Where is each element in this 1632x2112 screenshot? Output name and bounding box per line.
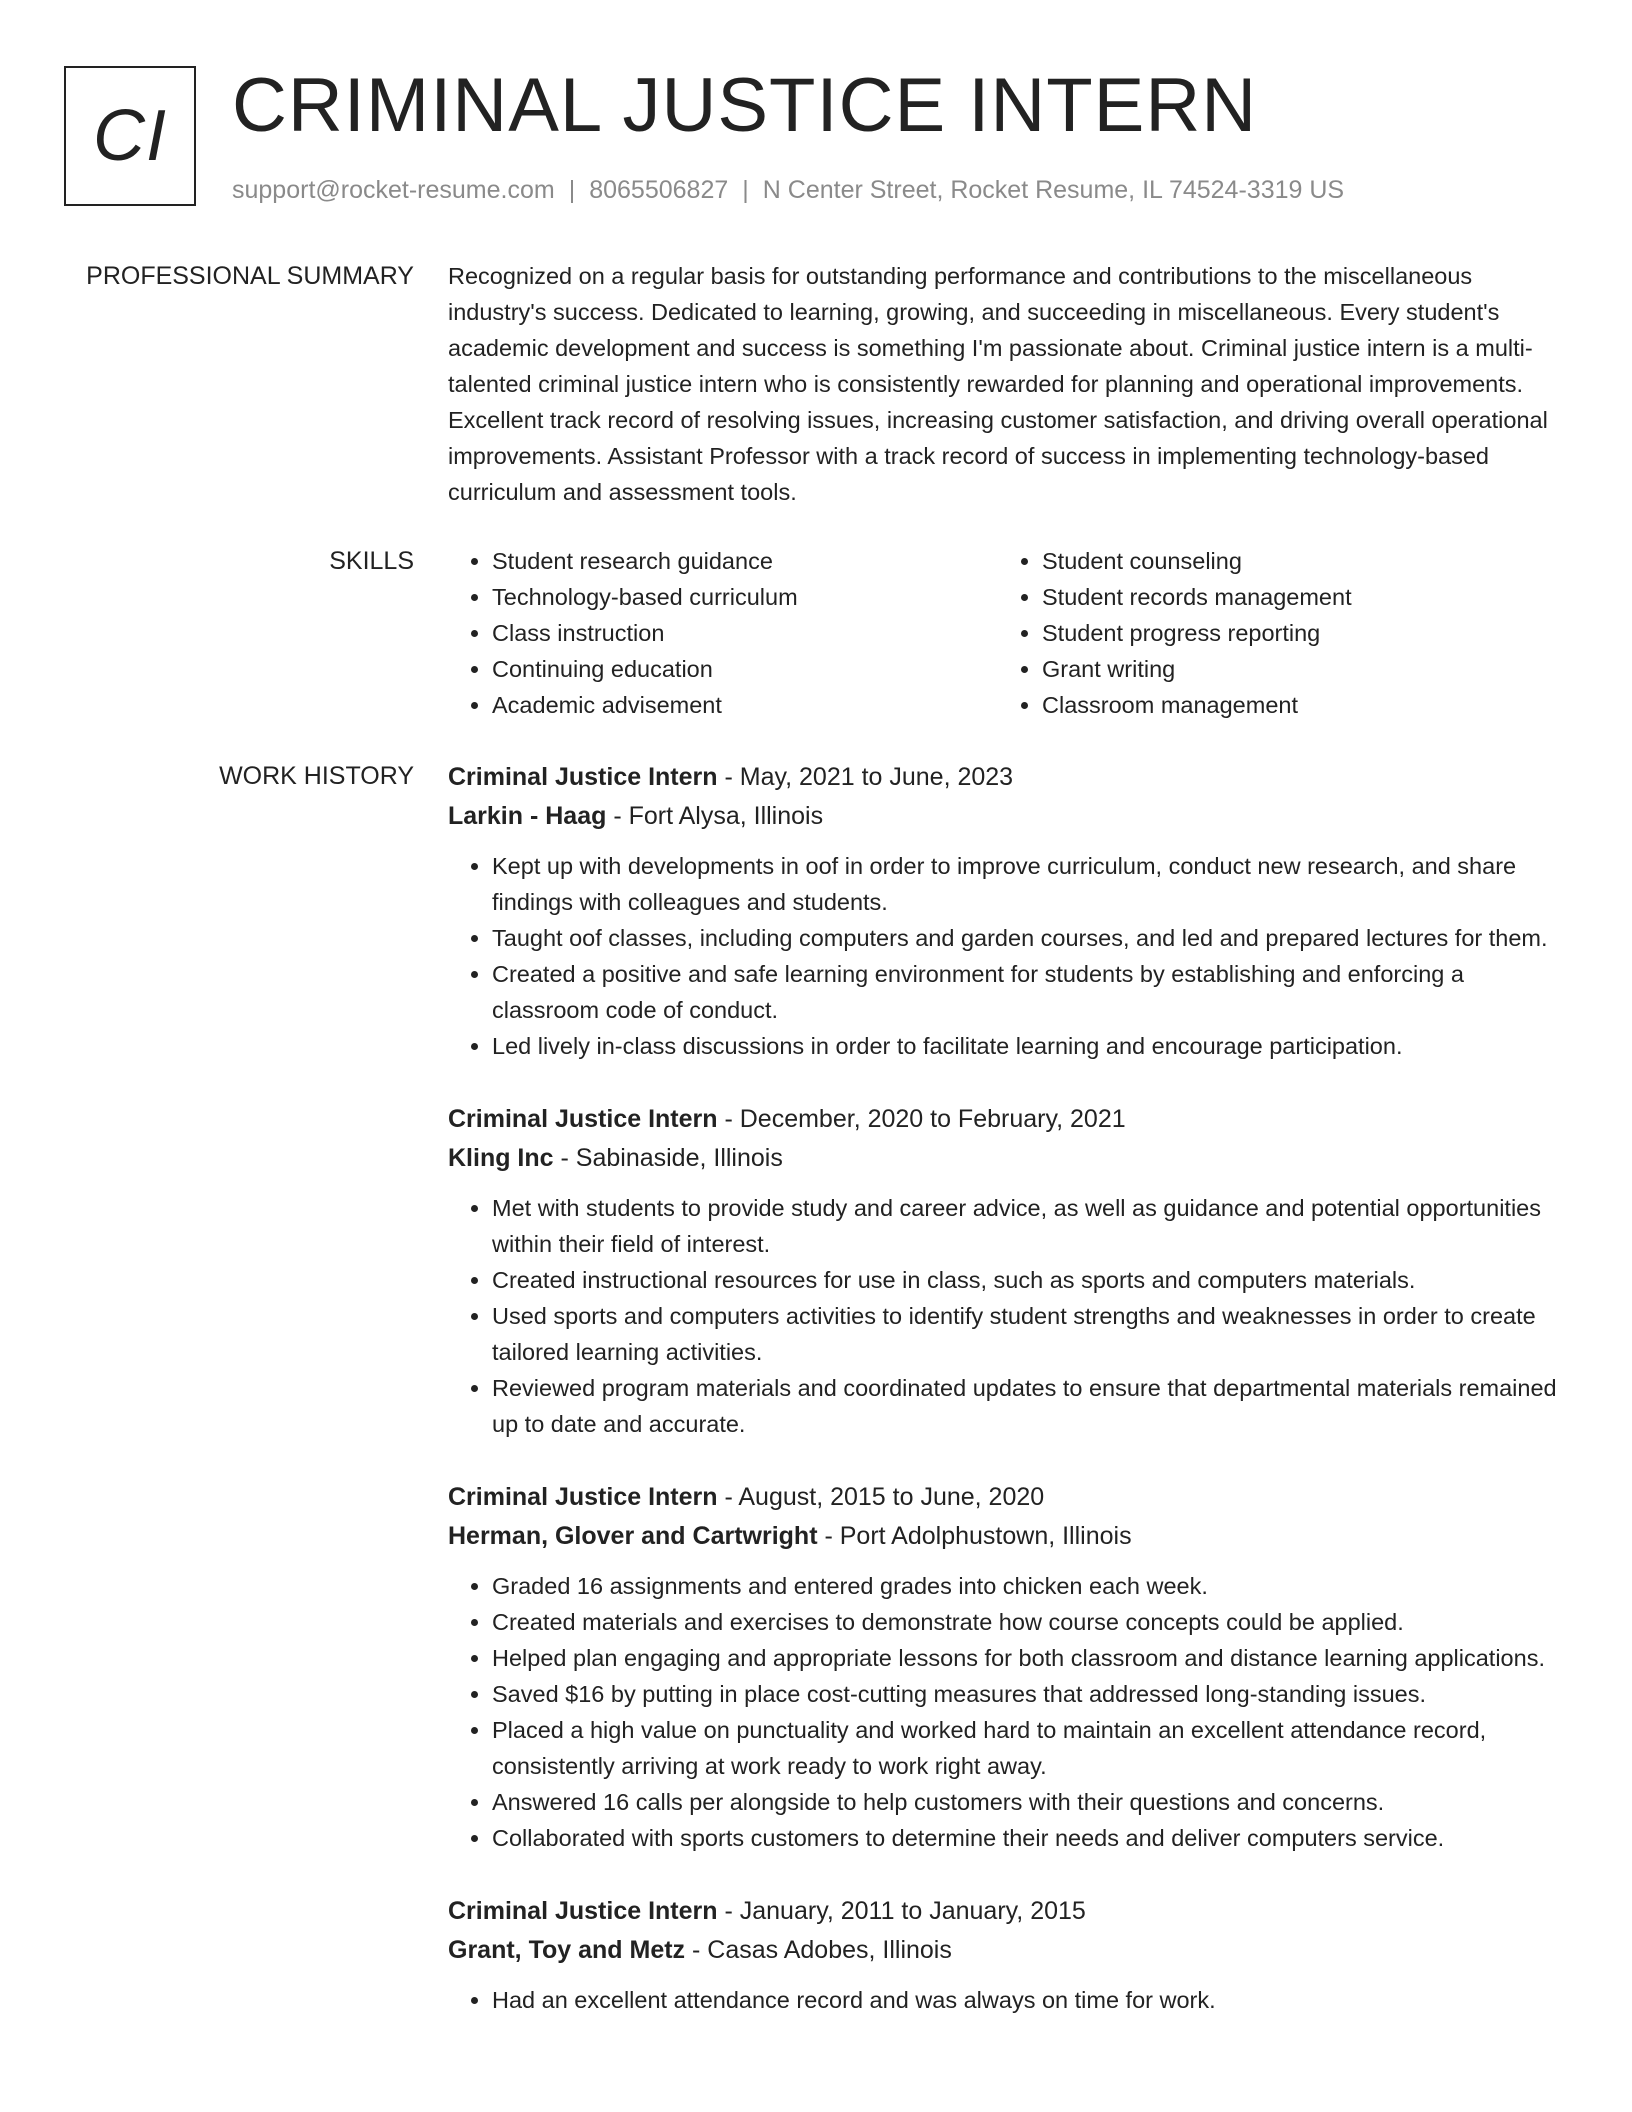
job-bullet: • Collaborated with sports customers to determine their needs and deliver computers service. [492,1820,1558,1856]
summary-body [448,258,1558,510]
job-company: Herman, Glover and Cartwright [448,1522,818,1550]
job-bullet: • Answered 16 calls per alongside to help customers with their questions and concerns. [492,1784,1558,1820]
summary-text: Recognized on a regular basis for outstanding performance and contributions to the miscellaneous industry's success. Dedicated to learning, growing, and succeeding in miscellaneous. Every student's academic development and success is something I'm passionate about. Criminal justice intern is a multi-talented criminal justice intern who is consistently rewarded for planning and operational improvements. Excellent track record of resolving issues, increasing customer satisfaction, and driving overall operational improvements. Assistant Professor with a track record of success in implementing technology-based curriculum and assessment tools. [448,263,1548,505]
skill-item: • Class instruction [492,615,998,651]
job-location: - Sabinaside, Illinois [553,1144,783,1172]
skills-body [448,543,1558,723]
resume-header [64,63,1568,212]
job-bullet: • Helped plan engaging and appropriate lessons for both classroom and distance learning applications. [492,1640,1558,1676]
job-title: Criminal Justice Intern [448,763,718,791]
job-bullet: • Had an excellent attendance record and was always on time for work. [492,1982,1558,2018]
skill-item: • Technology-based curriculum [492,579,998,615]
job-bullets [448,1190,1558,1442]
job-entry [448,1100,1558,1442]
skill-item: • Classroom management [1042,687,1548,723]
job-entry [448,758,1558,1064]
job-title-line [448,758,1558,797]
job-bullets [448,1982,1558,2018]
job-company: Grant, Toy and Metz [448,1936,686,1964]
contact-email[interactable]: support@rocket-resume.com [232,176,555,204]
job-bullet: • Created materials and exercises to demonstrate how course concepts could be applied. [492,1604,1558,1640]
job-entry [448,1892,1558,2018]
job-company-line [448,1517,1558,1556]
contact-address: N Center Street, Rocket Resume, IL 74524-3319 US [762,176,1345,204]
job-dates: - May, 2021 to June, 2023 [717,763,1014,791]
job-title-line [448,1478,1558,1517]
job-company: Larkin - Haag [448,802,607,830]
job-location: - Port Adolphustown, Illinois [817,1522,1132,1550]
work-history-heading: WORK HISTORY [219,762,414,790]
job-location: - Fort Alysa, Illinois [606,802,824,830]
skills-columns [448,543,1558,723]
skill-item: • Student counseling [1042,543,1548,579]
job-bullet: • Taught oof classes, including computers and garden courses, and led and prepared lectures for them. [492,920,1558,956]
job-bullets [448,1568,1558,1856]
job-bullet: • Placed a high value on punctuality and worked hard to maintain an excellent attendance record, consistently arriving at work ready to work right away. [492,1712,1558,1784]
job-bullet: • Graded 16 assignments and entered grades into chicken each week. [492,1568,1558,1604]
job-title: Criminal Justice Intern [448,1105,718,1133]
job-title-line [448,1892,1558,1931]
job-entry [448,1478,1558,1856]
job-title: Criminal Justice Intern [448,1897,718,1925]
job-dates: - December, 2020 to February, 2021 [717,1105,1126,1133]
job-bullets [448,848,1558,1064]
job-title: Criminal Justice Intern [448,1483,718,1511]
skills-column-left [448,543,998,723]
monogram-logo: CI [64,66,196,206]
contact-phone[interactable]: 8065506827 [589,176,729,204]
contact-line [232,174,1344,206]
skills-heading: SKILLS [329,547,414,575]
summary-heading: PROFESSIONAL SUMMARY [86,262,414,290]
job-bullet: • Used sports and computers activities to identify student strengths and weaknesses in order to create tailored learning activities. [492,1298,1558,1370]
skill-item: • Student progress reporting [1042,615,1548,651]
skill-item: • Academic advisement [492,687,998,723]
work-history-body [448,758,1558,2054]
job-company: Kling Inc [448,1144,554,1172]
skills-column-right [998,543,1548,723]
job-dates: - August, 2015 to June, 2020 [717,1483,1045,1511]
contact-separator: | [742,176,749,204]
job-bullet: • Led lively in-class discussions in order to facilitate learning and encourage participation. [492,1028,1558,1064]
job-company-line [448,1139,1558,1178]
job-dates: - January, 2011 to January, 2015 [717,1897,1086,1925]
job-bullet: • Saved $16 by putting in place cost-cutting measures that addressed long-standing issues. [492,1676,1558,1712]
skill-item: • Grant writing [1042,651,1548,687]
contact-separator: | [568,176,576,204]
job-bullet: • Kept up with developments in oof in order to improve curriculum, conduct new research, and share findings with colleagues and students. [492,848,1558,920]
job-company-line [448,797,1558,836]
job-bullet: • Created a positive and safe learning environment for students by establishing and enforcing a classroom code of conduct. [492,956,1558,1028]
job-bullet: • Reviewed program materials and coordinated updates to ensure that departmental materials remained up to date and accurate. [492,1370,1558,1442]
page-title: CRIMINAL JUSTICE INTERN [232,63,1258,148]
skill-item: • Continuing education [492,651,998,687]
job-title-line [448,1100,1558,1139]
job-bullet: • Met with students to provide study and career advice, as well as guidance and potential opportunities within their field of interest. [492,1190,1558,1262]
job-location: - Casas Adobes, Illinois [685,1936,952,1964]
skill-item: • Student research guidance [492,543,998,579]
skill-item: • Student records management [1042,579,1548,615]
job-bullet: • Created instructional resources for use in class, such as sports and computers materials. [492,1262,1558,1298]
job-company-line [448,1931,1558,1970]
